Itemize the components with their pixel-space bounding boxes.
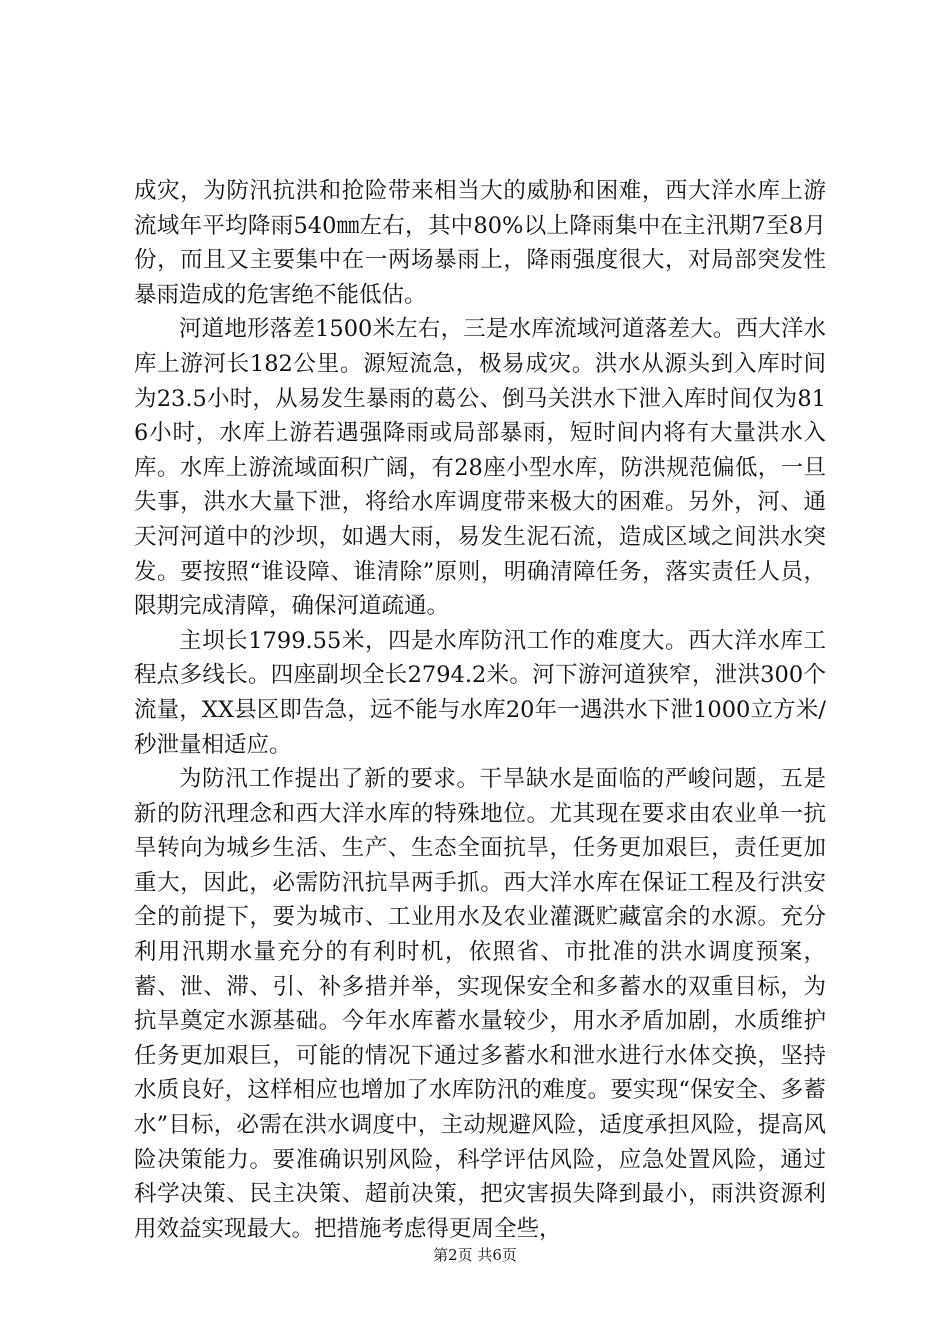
paragraph-river-drop: 河道地形落差1500米左右，三是水库流域河道落差大。西大洋水库上游河长182公里。源短流急，极易成灾。洪水从源头到入库时间为23.5小时，从易发生暴雨的葛公、倒马关洪水下泄入库时间仅为816小时，水库上游若遇强降雨或局部暴雨，短时间内将有大量洪水入库。水库上游流域面积广阔，有28座小型水库，防洪规范偏低，一旦失事，洪水大量下泄，将给水库调度带来极大的困难。另外，河、通天河河道中的沙坝，如遇大雨，易发生泥石流，造成区域之间洪水突发。要按照“谁设障、谁清除”原则，明确清障任务，落实责任人员，限期完成清障，确保河道疏通。 — [134, 316, 826, 620]
document-body — [134, 174, 826, 1246]
paragraph-continuation: 成灾，为防汛抗洪和抢险带来相当大的威胁和困难，西大洋水库上游流域年平均降雨540㎜左右，其中80%以上降雨集中在主汛期7至8月份，而且又主要集中在一两场暴雨上，降雨强度很大，对局部突发性暴雨造成的危害绝不能低估。 — [134, 178, 826, 308]
paragraph-new-requirements: 为防汛工作提出了新的要求。干旱缺水是面临的严峻问题，五是新的防汛理念和西大洋水库的特殊地位。尤其现在要求由农业单一抗旱转向为城乡生活、生产、生态全面抗旱，任务更加艰巨，责任更加重大，因此，必需防汛抗旱两手抓。西大洋水库在保证工程及行洪安全的前提下，要为城市、工业用水及农业灌溉贮藏富余的水源。充分利用汛期水量充分的有利时机，依照省、市批准的洪水调度预案，蓄、泄、滞、引、补多措并举，实现保安全和多蓄水的双重目标，为抗旱奠定水源基础。今年水库蓄水量较少，用水矛盾加剧，水质维护任务更加艰巨，可能的情况下通过多蓄水和泄水进行水体交换，坚持水质良好，这样相应也增加了水库防汛的难度。要实现“保安全、多蓄水”目标，必需在洪水调度中，主动规避风险，适度承担风险，提高风险决策能力。要准确识别风险，科学评估风险，应急处置风险，通过科学决策、民主决策、超前决策，把灾害损失降到最小，雨洪资源利用效益实现最大。把措施考虑得更周全些， — [134, 766, 826, 1242]
paragraph-dam-difficulty: 主坝长1799.55米，四是水库防汛工作的难度大。西大洋水库工程点多线长。四座副坝全长2794.2米。河下游河道狭窄，泄洪300个流量，XX县区即告急，远不能与水库20年一遇洪水下泄1000立方米/秒泄量相适应。 — [134, 627, 826, 758]
page-number-footer: 第2页 共6页 — [433, 1246, 517, 1264]
